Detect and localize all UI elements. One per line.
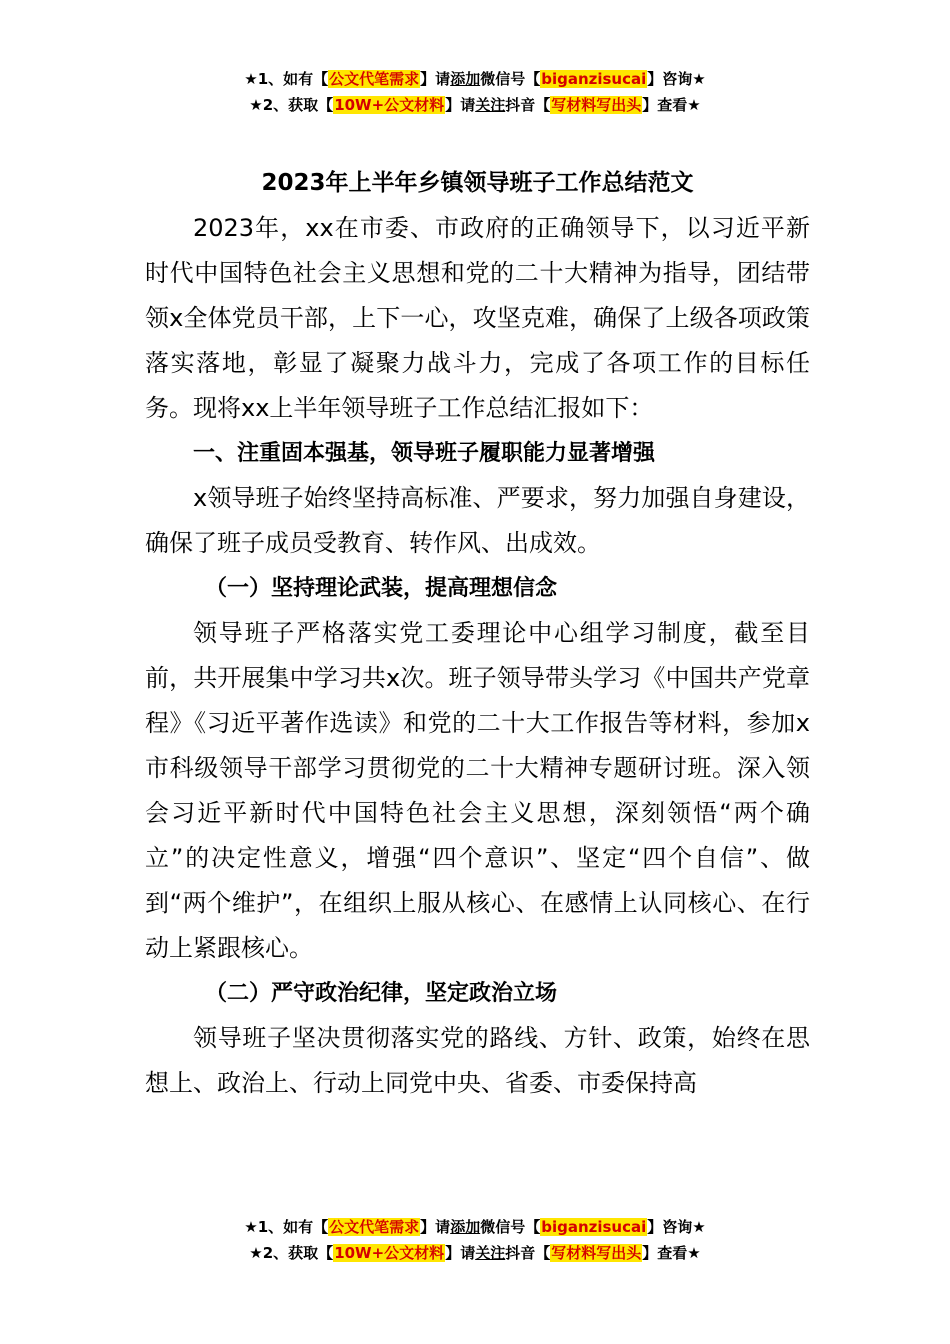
banner-line-2 (0, 1240, 950, 1266)
highlight-wechat-id: biganzisucai (541, 70, 647, 88)
banner-text: 】咨询★ (647, 1218, 706, 1236)
banner-text: ★1、如有【 (244, 1218, 329, 1236)
highlight-douyin-account: 写材料写出头 (551, 1244, 642, 1262)
banner-text: ★2、获取【 (249, 1244, 334, 1262)
banner-follow-text: 关注 (475, 1244, 506, 1262)
banner-text: 抖音【 (505, 1244, 551, 1262)
banner-text: 】请 (420, 1218, 451, 1236)
banner-line-2 (0, 92, 950, 118)
highlight-writing-service: 公文代笔需求 (329, 1218, 420, 1236)
banner-text: 抖音【 (505, 96, 551, 114)
subsection-2-paragraph: 领导班子坚决贯彻落实党的路线、方针、政策，始终在思想上、政治上、行动上同党中央、省委、市委保持高 (145, 1024, 810, 1097)
banner-text: 】请 (420, 70, 451, 88)
footer-banner (0, 1214, 950, 1266)
banner-text: ★2、获取【 (249, 96, 334, 114)
highlight-materials: 10W+公文材料 (334, 1244, 445, 1262)
banner-text: 】请 (445, 96, 476, 114)
header-banner (0, 66, 950, 118)
banner-text: ★1、如有【 (244, 70, 329, 88)
subsection-1-paragraph: 领导班子严格落实党工委理论中心组学习制度，截至目前，共开展集中学习共x次。班子领导带头学习《中国共产党章程》《习近平著作选读》和党的二十大工作报告等材料，参加x市科级领导干部学习贯彻党的二十大精神专题研讨班。深入领会习近平新时代中国特色社会主义思想，深刻领悟“两个确立”的决定性意义，增强“四个意识”、坚定“四个自信”、做到“两个维护”，在组织上服从核心、在感情上认同核心、在行动上紧跟核心。 (145, 619, 810, 962)
banner-text: 】咨询★ (647, 70, 706, 88)
banner-text: 微信号【 (480, 70, 541, 88)
banner-text: 】请 (445, 1244, 476, 1262)
document-title: 2023年上半年乡镇领导班子工作总结范文 (261, 170, 694, 196)
highlight-writing-service: 公文代笔需求 (329, 70, 420, 88)
section-1-paragraph: x领导班子始终坚持高标准、严要求，努力加强自身建设，确保了班子成员受教育、转作风、出成效。 (145, 484, 810, 557)
intro-paragraph: 2023年，xx在市委、市政府的正确领导下，以习近平新时代中国特色社会主义思想和党的二十大精神为指导，团结带领x全体党员干部，上下一心，攻坚克难，确保了上级各项政策落实落地，彰显了凝聚力战斗力，完成了各项工作的目标任务。现将xx上半年领导班子工作总结汇报如下： (145, 214, 810, 422)
highlight-wechat-id: biganzisucai (541, 1218, 647, 1236)
section-1-heading: 一、注重固本强基，领导班子履职能力显著增强 (193, 441, 656, 466)
banner-line-1 (0, 1214, 950, 1240)
highlight-douyin-account: 写材料写出头 (551, 96, 642, 114)
banner-add-text: 添加 (450, 70, 481, 88)
banner-add-text: 添加 (450, 1218, 481, 1236)
banner-follow-text: 关注 (475, 96, 506, 114)
highlight-materials: 10W+公文材料 (334, 96, 445, 114)
banner-text: 微信号【 (480, 1218, 541, 1236)
subsection-1-heading: （一）坚持理论武装，提高理想信念 (205, 576, 558, 601)
document-body (145, 160, 810, 1106)
banner-text: 】查看★ (642, 1244, 701, 1262)
banner-text: 】查看★ (642, 96, 701, 114)
subsection-2-heading: （二）严守政治纪律，坚定政治立场 (205, 981, 558, 1006)
banner-line-1 (0, 66, 950, 92)
